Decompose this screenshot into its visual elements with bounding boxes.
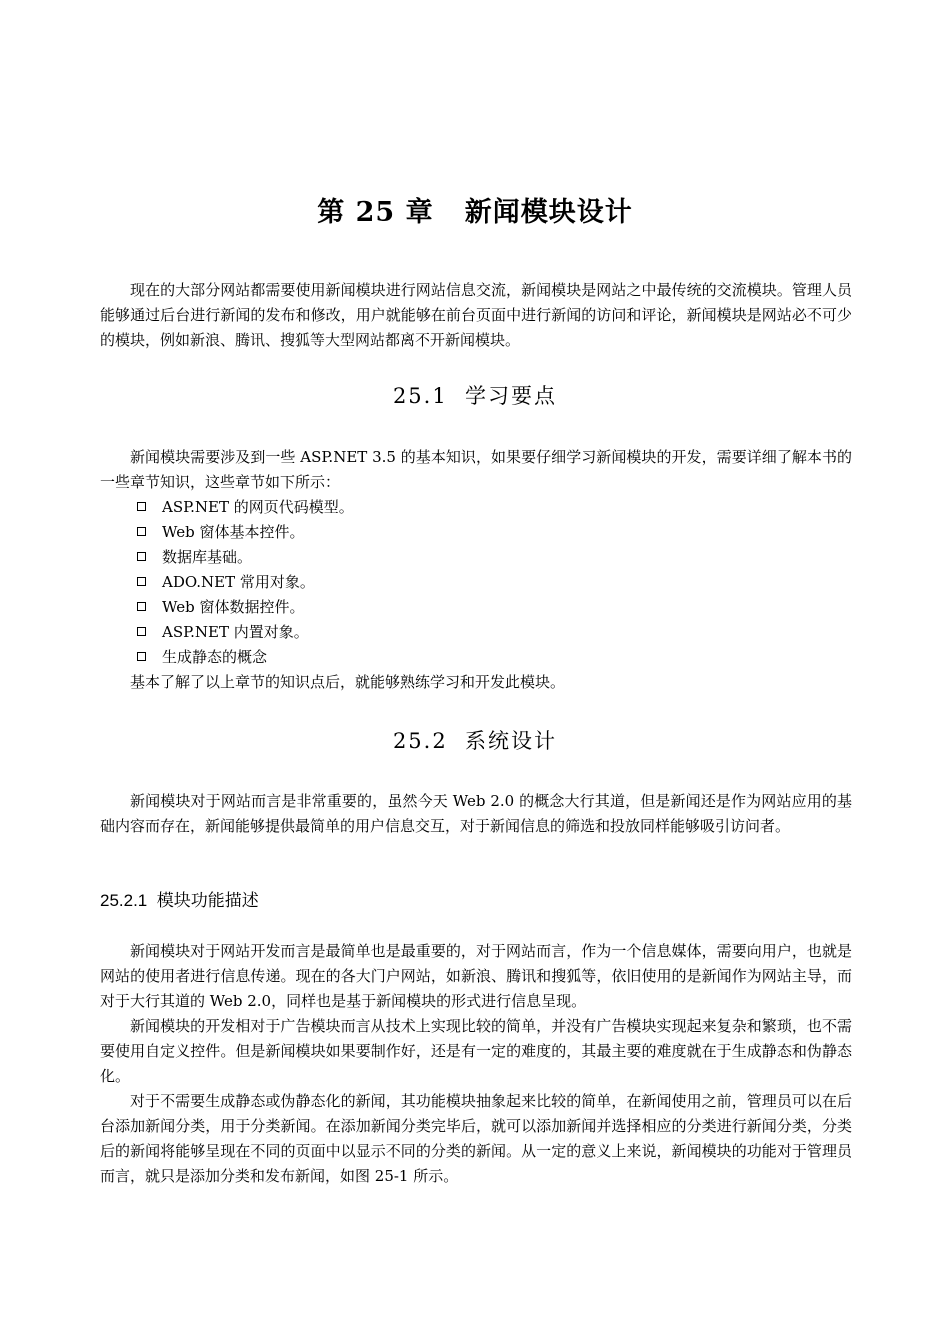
list-item: [100, 520, 852, 545]
section-25-2-1-paragraph-2: 新闻模块的开发相对于广告模块而言从技术上实现比较的简单，并没有广告模块实现起来复杂和繁琐，也不需要使用自定义控件。但是新闻模块如果要制作好，还是有一定的难度的，其最主要的难度就在于生成静态和伪静态化。: [100, 1017, 852, 1085]
section-25-2-body: [100, 789, 852, 839]
section-25-1-body: [100, 445, 852, 695]
list-item: [100, 545, 852, 570]
checkbox-bullet-icon: [137, 527, 146, 536]
section-25-2-1-body: [100, 939, 852, 1189]
section-title-25-1: 25.1 学习要点: [392, 384, 558, 408]
checkbox-bullet-icon: [137, 502, 146, 511]
section-25-1-paragraph: 新闻模块需要涉及到一些 ASP.NET 3.5 的基本知识，如果要仔细学习新闻模块的开发，需要详细了解本书的一些章节知识，这些章节如下所示：: [100, 448, 852, 491]
list-item: [100, 570, 852, 595]
checkbox-bullet-icon: [137, 552, 146, 561]
intro-paragraph: 现在的大部分网站都需要使用新闻模块进行网站信息交流，新闻模块是网站之中最传统的交流模块。管理人员能够通过后台进行新闻的发布和修改，用户就能够在前台页面中进行新闻的访问和评论，新闻模块是网站必不可少的模块，例如新浪、腾讯、搜狐等大型网站都离不开新闻模块。: [100, 281, 852, 349]
section-title-25-2: 25.2 系统设计: [392, 729, 558, 753]
list-item-text: Web 窗体基本控件。: [162, 523, 305, 541]
checkbox-bullet-icon: [137, 577, 146, 586]
list-item-text: ASP.NET 内置对象。: [162, 623, 309, 641]
list-item-text: Web 窗体数据控件。: [162, 598, 305, 616]
list-item-text: ADO.NET 常用对象。: [162, 573, 315, 591]
checkbox-bullet-icon: [137, 627, 146, 636]
list-item-text: 数据库基础。: [162, 548, 253, 566]
list-item: [100, 620, 852, 645]
intro-section: [100, 278, 852, 353]
section-25-2-1-paragraph-1: 新闻模块对于网站开发而言是最简单也是最重要的，对于网站而言，作为一个信息媒体，需要向用户，也就是网站的使用者进行信息传递。现在的各大门户网站，如新浪、腾讯和搜狐等，依旧使用的是新闻作为网站主导，而对于大行其道的 Web 2.0，同样也是基于新闻模块的形式进行信息呈现。: [100, 942, 852, 1010]
list-item: [100, 595, 852, 620]
list-item: [100, 645, 852, 670]
section-25-2-paragraph: 新闻模块对于网站而言是非常重要的，虽然今天 Web 2.0 的概念大行其道，但是新闻还是作为网站应用的基础内容而存在，新闻能够提供最简单的用户信息交互，对于新闻信息的筛选和投放同样能够吸引访问者。: [100, 792, 852, 835]
chapter-title: 第 25 章 新闻模块设计: [317, 197, 633, 228]
section-25-1-closing: 基本了解了以上章节的知识点后，就能够熟练学习和开发此模块。: [130, 673, 566, 691]
list-item-text: 生成静态的概念: [162, 648, 268, 666]
list-item-text: ASP.NET 的网页代码模型。: [162, 498, 354, 516]
knowledge-list: [100, 495, 852, 670]
checkbox-bullet-icon: [137, 652, 146, 661]
section-25-2-1-paragraph-3: 对于不需要生成静态或伪静态化的新闻，其功能模块抽象起来比较的简单，在新闻使用之前，管理员可以在后台添加新闻分类，用于分类新闻。在添加新闻分类完毕后，就可以添加新闻并选择相应的分类进行新闻分类，分类后的新闻将能够呈现在不同的页面中以显示不同的分类的新闻。从一定的意义上来说，新闻模块的功能对于管理员而言，就只是添加分类和发布新闻，如图 25-1 所示。: [100, 1092, 852, 1185]
subsection-title-25-2-1: 25.2.1 模块功能描述: [100, 891, 259, 910]
checkbox-bullet-icon: [137, 602, 146, 611]
list-item: [100, 495, 852, 520]
